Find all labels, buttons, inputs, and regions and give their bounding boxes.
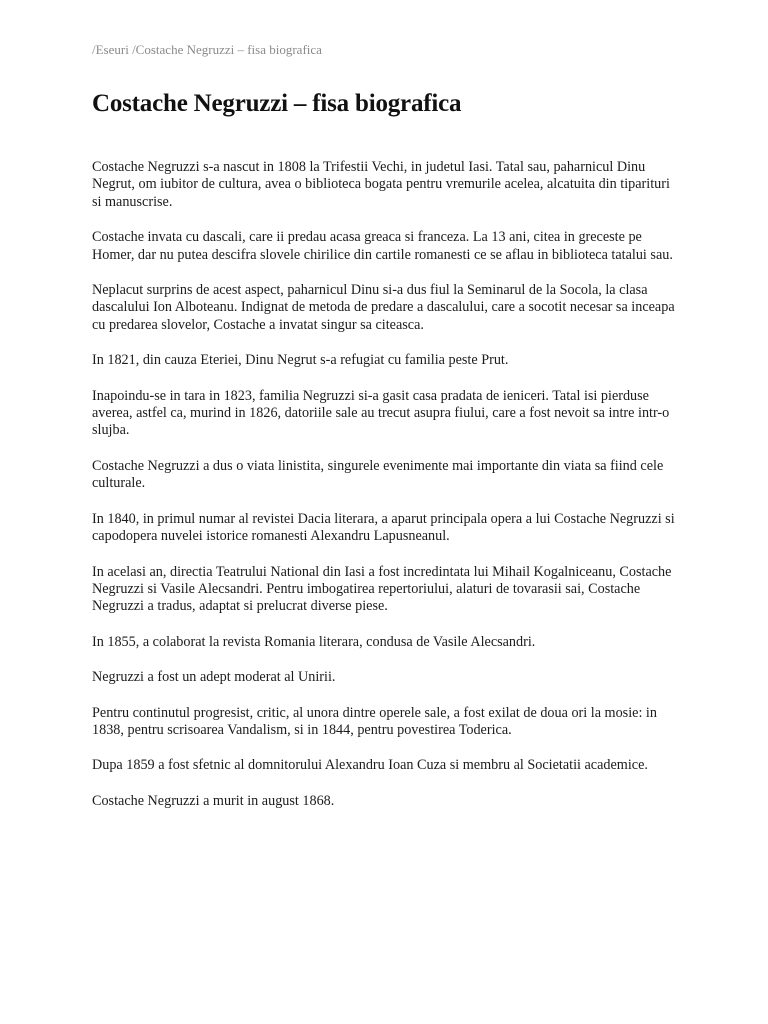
paragraph-romania-literara: In 1855, a colaborat la revista Romania literara, condusa de Vasile Alecsandri. [92,633,536,650]
paragraph-death: Costache Negruzzi a murit in august 1868. [92,792,335,809]
paragraph-education: Costache invata cu dascali, care ii predau acasa greaca si franceza. La 13 ani, citea in greceste pe Homer, dar nu putea descifra slovele chirilice din cartile romanesti ce se aflau in biblioteca tatalui sau. [92,229,673,263]
paragraph-cuza: Dupa 1859 a fost sfetnic al domnitorului Alexandru Ioan Cuza si membru al Societatii academice. [92,757,648,774]
page-title: Costache Negruzzi – fisa biografica [92,90,462,117]
paragraph-return: Inapoindu-se in tara in 1823, familia Negruzzi si-a gasit casa pradata de ieniceri. Tatal isi pierduse averea, astfel ca, murind in 1826, datoriile sale au trecut asupra fiului, care a fost nevoit sa intre intr-o slujba. [92,387,670,439]
paragraph-national-theatre: In acelasi an, directia Teatrului National din Iasi a fost incredintata lui Mihail Kogalniceanu, Costache Negruzzi si Vasile Alecsandri. Pentru imbogatirea repertoriului, alaturi de tovarasii sai, Costache Negruzzi a tradus, adaptat si prelucrat diverse piese. [92,563,672,615]
paragraph-refuge: In 1821, din cauza Eteriei, Dinu Negrut s-a refugiat cu familia peste Prut. [92,352,509,369]
paragraph-union: Negruzzi a fost un adept moderat al Unirii. [92,669,336,686]
paragraph-exile: Pentru continutul progresist, critic, al unora dintre operele sale, a fost exilat de doua ori la mosie: in 1838, pentru scrisoarea Vandalism, si in 1844, pentru povestirea Toderica. [92,704,657,738]
paragraph-birth: Costache Negruzzi s-a nascut in 1808 la Trifestii Vechi, in judetul Iasi. Tatal sau, paharnicul Dinu Negrut, om iubitor de cultura, avea o biblioteca bogata pentru vremurile acelea, alcatuita din tiparituri si manuscrise. [92,159,670,210]
paragraph-dacia-literara: In 1840, in primul numar al revistei Dacia literara, a aparut principala opera a lui Costache Negruzzi si capodopera nuvelei istorice romanesti Alexandru Lapusneanul. [92,510,675,545]
paragraph-quiet-life: Costache Negruzzi a dus o viata linistita, singurele evenimente mai importante din viata sa fiind cele culturale. [92,457,664,492]
breadcrumb[interactable]: /Eseuri /Costache Negruzzi – fisa biografica [92,42,322,57]
paragraph-seminary: Neplacut surprins de acest aspect, paharnicul Dinu si-a dus fiul la Seminarul de la Socola, la clasa dascalului Ion Alboteanu. Indignat de metoda de predare a dascalului, care a socotit necesar sa inceapa cu predarea slovelor, Costache a invatat singur sa citeasca. [92,282,675,333]
article-body [92,159,678,810]
